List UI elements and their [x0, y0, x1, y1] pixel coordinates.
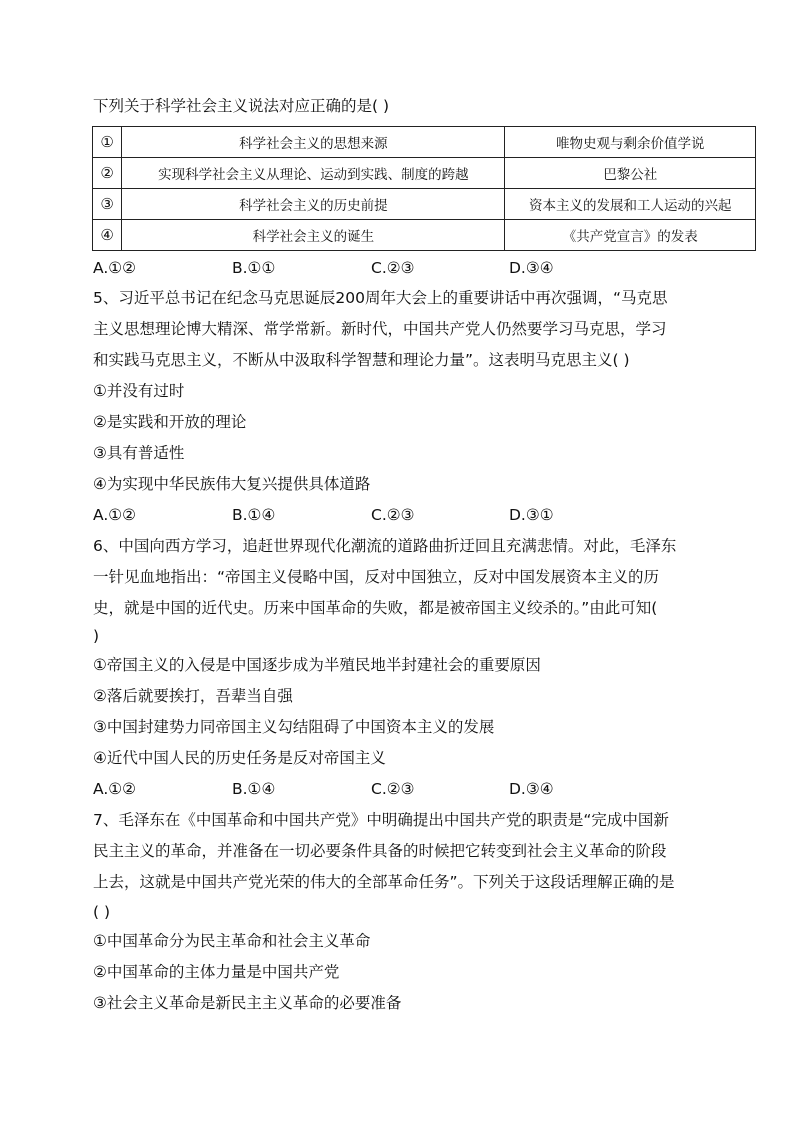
q5-item: ①并没有过时: [93, 382, 185, 400]
q5-stem-line: 和实践马克思主义，不断从中汲取科学智慧和理论力量”。这表明马克思主义( ): [93, 351, 630, 369]
table-row: [93, 189, 756, 220]
option-d[interactable]: D.③①: [509, 506, 554, 524]
row-number: ③: [93, 189, 122, 220]
q7-stem-line: 上去，这就是中国共产党光荣的伟大的全部革命任务”。下列关于这段话理解正确的是: [93, 873, 675, 891]
q7-item: ①中国革命分为民主革命和社会主义革命: [93, 932, 371, 950]
option-b[interactable]: B.①④: [232, 780, 276, 798]
table-cell-right: 巴黎公社: [505, 158, 756, 189]
option-c[interactable]: C.②③: [371, 506, 415, 524]
q6-stem-line: ): [93, 627, 100, 645]
row-number: ①: [93, 127, 122, 158]
option-c[interactable]: C.②③: [371, 780, 415, 798]
option-b[interactable]: B.①①: [232, 259, 276, 277]
table-cell-left: 实现科学社会主义从理论、运动到实践、制度的跨越: [122, 158, 505, 189]
q6-item: ③中国封建势力同帝国主义勾结阻碍了中国资本主义的发展: [93, 718, 495, 736]
option-d[interactable]: D.③④: [509, 259, 554, 277]
table-cell-left: 科学社会主义的思想来源: [122, 127, 505, 158]
q7-stem-line: 民主主义的革命，并准备在一切必要条件具备的时候把它转变到社会主义革命的阶段: [93, 842, 667, 860]
q4-stem: 下列关于科学社会主义说法对应正确的是( ): [93, 97, 390, 115]
q5-item: ②是实践和开放的理论: [93, 413, 247, 431]
table-cell-right: 唯物史观与剩余价值学说: [505, 127, 756, 158]
q7-stem-line: ( ): [93, 903, 111, 921]
option-a[interactable]: A.①②: [93, 780, 137, 798]
q7-stem-line: 7、毛泽东在《中国革命和中国共产党》中明确提出中国共产党的职责是“完成中国新: [93, 811, 669, 829]
option-a[interactable]: A.①②: [93, 259, 137, 277]
row-number: ④: [93, 220, 122, 251]
q5-item: ④为实现中华民族伟大复兴提供具体道路: [93, 475, 371, 493]
q7-item: ③社会主义革命是新民主主义革命的必要准备: [93, 994, 402, 1012]
q5-stem-line: 主义思想理论博大精深、常学常新。新时代，中国共产党人仍然要学习马克思，学习: [93, 320, 667, 338]
table-cell-left: 科学社会主义的历史前提: [122, 189, 505, 220]
q7-item: ②中国革命的主体力量是中国共产党: [93, 963, 340, 981]
q6-item: ②落后就要挨打，吾辈当自强: [93, 687, 293, 705]
q6-stem-line: 6、中国向西方学习，追赶世界现代化潮流的道路曲折迂回且充满悲情。对此，毛泽东: [93, 537, 677, 555]
q6-item: ①帝国主义的入侵是中国逐步成为半殖民地半封建社会的重要原因: [93, 656, 541, 674]
option-a[interactable]: A.①②: [93, 506, 137, 524]
q6-item: ④近代中国人民的历史任务是反对帝国主义: [93, 749, 386, 767]
table-row: [93, 220, 756, 251]
row-number: ②: [93, 158, 122, 189]
q6-stem-line: 史，就是中国的近代史。历来中国革命的失败，都是被帝国主义绞杀的。”由此可知(: [93, 599, 658, 617]
option-b[interactable]: B.①④: [232, 506, 276, 524]
q5-item: ③具有普适性: [93, 444, 185, 462]
table-row: [93, 158, 756, 189]
q4-matching-table: [92, 126, 756, 251]
table-cell-left: 科学社会主义的诞生: [122, 220, 505, 251]
table-row: [93, 127, 756, 158]
q6-stem-line: 一针见血地指出：“帝国主义侵略中国，反对中国独立，反对中国发展资本主义的历: [93, 568, 660, 586]
table-cell-right: 《共产党宣言》的发表: [505, 220, 756, 251]
q5-stem-line: 5、习近平总书记在纪念马克思诞辰200周年大会上的重要讲话中再次强调，“马克思: [93, 289, 668, 307]
table-cell-right: 资本主义的发展和工人运动的兴起: [505, 189, 756, 220]
option-d[interactable]: D.③④: [509, 780, 554, 798]
option-c[interactable]: C.②③: [371, 259, 415, 277]
